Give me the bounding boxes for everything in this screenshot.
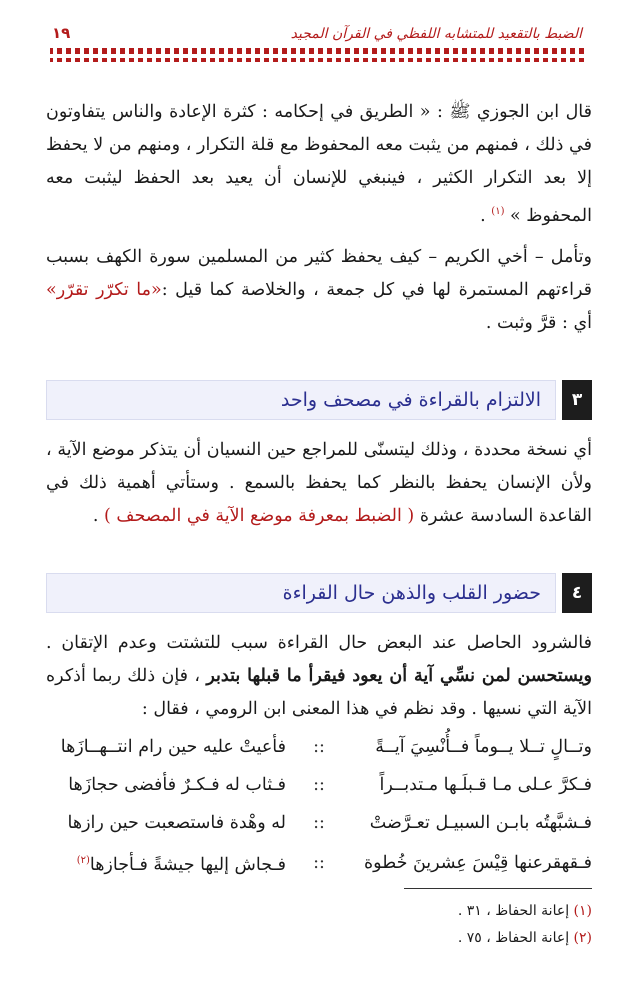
book-title: الضبط بالتقعيد للمتشابه اللفظي في القرآن المجيد (290, 26, 582, 42)
header-divider-secondary (50, 58, 584, 62)
verse-first-hemistich: فـكرَّ عـلى مـا قـبلَـها مـتدبــراً (379, 774, 592, 795)
section-4-paragraph (46, 627, 592, 726)
section-3-paragraph (46, 434, 592, 533)
poem-verse (46, 842, 592, 884)
page-body (46, 96, 592, 884)
section-3-heading (46, 380, 592, 420)
verse-first-hemistich: وتــالٍ تــلا يــوماً فــأُنْسِيَ آيــةً (375, 736, 592, 757)
header-divider (50, 48, 584, 54)
verse-second-text: فـجاش إليها جيشةً فـأجازها (89, 854, 286, 875)
page-number: ١٩ (52, 24, 71, 42)
reflection-line-2b: أي : قرَّ وثبت . (485, 312, 592, 333)
verse-separator: :: (313, 736, 325, 757)
footnotes (46, 898, 592, 952)
footnote-divider (404, 888, 592, 889)
footnote-text: إعانة الحفاظ ، ٣١ . (457, 903, 574, 919)
intro-line-2: ذلك ، فمنهم من يثبت معه المحفوظ مع قلة التكرار ، ومنهم من لا يحفظ إلا بعد التكرار (46, 135, 592, 188)
poem (46, 728, 592, 884)
section-3-line-3a: السادسة عشرة (414, 505, 534, 526)
section-4-bold-advice: ويستحسن لمن نسِّي آية أن يعود فيقرأ ما قبلها بتدبر (206, 665, 593, 686)
section-3-line-3b: . (92, 505, 105, 526)
section-4-number: ٤ (562, 573, 592, 613)
verse-separator: :: (313, 774, 325, 795)
verse-separator: :: (313, 812, 325, 833)
footnote-ref-1: (١) (491, 206, 505, 217)
intro-line-3: الكثير ، فينبغي للإنسان أن يعيد بعد الحفظ ليثبت معه المحفوظ » (46, 168, 592, 226)
section-3-line-2: ولأن الإنسان يحفظ بالنظر كما يحفظ بالسمع . وستأتي أهمية ذلك في القاعدة (46, 472, 592, 526)
footnote-mark: (١) (573, 903, 592, 919)
section-3-title: الالتزام بالقراءة في مصحف واحد (46, 380, 556, 420)
footnote-ref-2: (٢) (76, 854, 90, 866)
proverb-quote: «ما تكرّر تقرّر» (46, 279, 162, 300)
section-4-line-2-rest: ، فإن ذلك ربما أذكره الآية التي (46, 665, 592, 719)
verse-second-hemistich: فأعيتْ عليه حين رام انتــهــازَها (60, 736, 286, 757)
reflection-line-1: وتأمل – أخي الكريم – كيف يحفظ كثير من المسلمين سورة الكهف بسبب قراءتهم (46, 246, 592, 300)
footnote-item (46, 898, 592, 925)
section-3-number: ٣ (562, 380, 592, 420)
verse-second-hemistich (46, 842, 286, 884)
intro-paragraph (46, 96, 592, 233)
footnote-text: إعانة الحفاظ ، ٧٥ . (457, 930, 574, 946)
reflection-paragraph (46, 241, 592, 340)
poem-verse (46, 804, 592, 842)
section-3-line-1: أي نسخة محددة ، وذلك ليتسنّى للمراجع حين النسيان أن يتذكر موضع الآية ، (46, 439, 592, 460)
verse-second-hemistich: له وهْدة فاستصعبت حين رازها (67, 812, 286, 833)
verse-first-hemistich: فـشبَّهتُه بابـن السبيـل تعـرَّضتْ (369, 812, 592, 833)
section-4-heading (46, 573, 592, 613)
section-4-title: حضور القلب والذهن حال القراءة (46, 573, 556, 613)
footnote-item (46, 925, 592, 952)
intro-line-1: قال ابن الجوزي ﷺ : « الطريق في إحكامه : كثرة الإعادة والناس يتفاوتون في (46, 102, 592, 155)
reflection-line-2a: المستمرة لها في كل جمعة ، والخلاصة كما قيل : (161, 279, 529, 300)
rule-reference: ( الضبط بمعرفة موضع الآية في المصحف ) (104, 505, 415, 526)
running-header (52, 8, 582, 42)
section-4-line-3: نسيها . وقد نظم في هذا المعنى ابن الرومي ، فقال : (141, 698, 522, 719)
section-4-line-1: فالشرود الحاصل عند البعض حال القراءة سبب للتشتت وعدم الإتقان . (46, 632, 592, 653)
footnote-mark: (٢) (573, 930, 592, 946)
verse-separator: :: (313, 852, 325, 873)
poem-verse (46, 728, 592, 766)
intro-line-3-end: . (480, 205, 492, 226)
verse-first-hemistich: فـقهقرعنها قِيْسَ عِشرينَ خُطوة (364, 852, 592, 873)
verse-second-hemistich: فـثاب له فـكـرٌ فأفضى حجازَها (68, 774, 286, 795)
poem-verse (46, 766, 592, 804)
